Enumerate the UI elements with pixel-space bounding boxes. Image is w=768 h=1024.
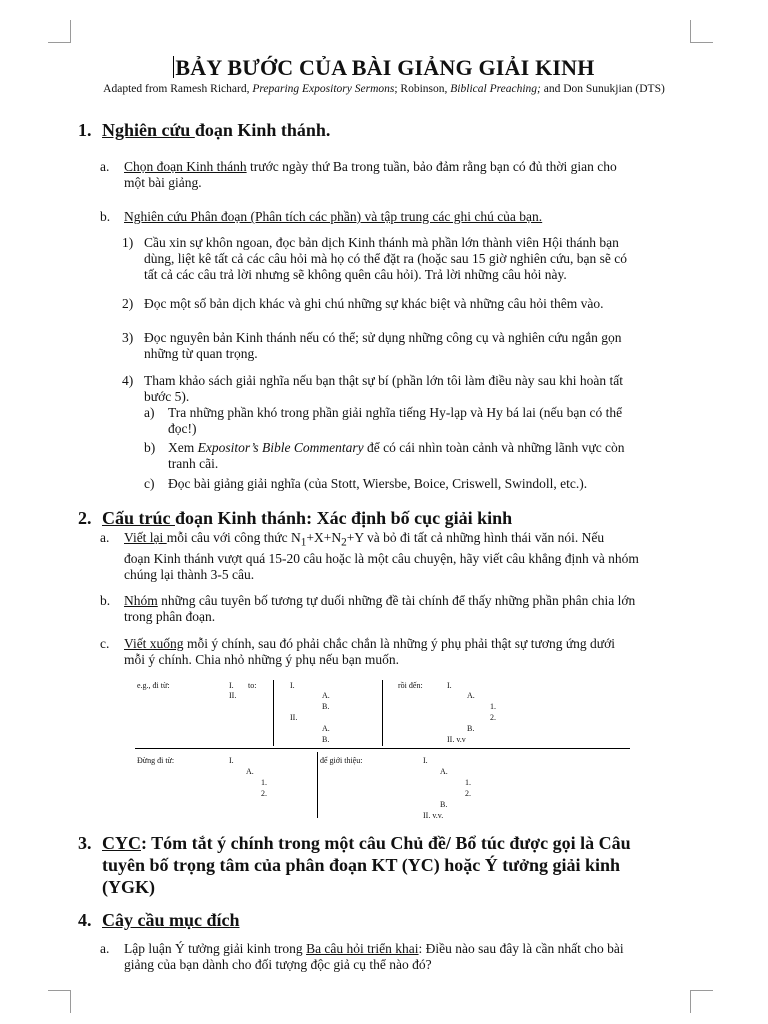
section-3-heading: 3. CYC: Tóm tắt ý chính trong một câu Chủ đề/ Bổ túc được gọi là Câu tuyên bố trọng tâm của phân đoạn KT (YC) hoặc Ý tưởng giải kinh (YGK) [78, 833, 631, 897]
section-2c: c. Viết xuống mỗi ý chính, sau đó phải chắc chắn là những ý phụ phải thật sự tương ứng dưới mỗi ý chính. Chia nhỏ những ý phụ nếu bạn muốn. [100, 636, 615, 667]
section-2-heading: 2. Cấu trúc đoạn Kinh thánh: Xác định bố cục giải kinh [78, 508, 513, 528]
section-2b: b. Nhóm những câu tuyên bố tương tự duối những đề tài chính để thấy những phần phân chia lớn trong phân đoạn. [100, 593, 636, 624]
crop-mark-bottom-left [48, 990, 71, 1013]
diagram-letter: A. [322, 691, 330, 700]
diagram-divider [317, 752, 318, 818]
section-4a: a. Lập luận Ý tưởng giải kinh trong Ba câu hỏi triển khai: Điều nào sau đây là cần nhất cho bài giảng của bạn dành cho đối tượng độc giả cụ thể nào đó? [100, 941, 624, 972]
diagram-to-label: to: [248, 681, 257, 690]
crop-mark-top-left [48, 20, 71, 43]
step-1-item-4b: b) Xem Expositor’s Bible Commentary để có cái nhìn toàn cảnh và những lãnh vực còn tranh cãi. [144, 440, 625, 471]
diagram-numeral: I. [447, 681, 452, 690]
diagram-numeral: I. [290, 681, 295, 690]
diagram-number: 1. [490, 702, 496, 711]
diagram-number: 2. [490, 713, 496, 722]
diagram-divider [382, 680, 383, 746]
section-1b: b. Nghiên cứu Phân đoạn (Phân tích các phần) và tập trung các ghi chú của bạn. [100, 209, 543, 224]
diagram-letter: B. [467, 724, 475, 733]
section-1-heading: 1. Nghiên cứu đoạn Kinh thánh. [78, 120, 331, 140]
step-1-item-1: 1) Cầu xin sự khôn ngoan, đọc bản dịch Kinh thánh mà phần lớn thành viên Hội thánh bạn dùng, liệt kê tất cả các câu hỏi mà họ có thể đặt ra (hoặc sau 15 giờ nghiên cứu, bạn sẽ có tất cả các câu trả lời nhưng sẽ không quên câu hỏi). Trả lời những câu hỏi này. [122, 235, 628, 282]
diagram-number: 1. [465, 778, 471, 787]
section-4-heading: 4. Cây cầu mục đích [78, 910, 240, 930]
diagram-numeral: II. [290, 713, 298, 722]
diagram-numeral: I. [229, 681, 234, 690]
diagram-dung-di-tu-label: Đừng đi từ: [137, 756, 175, 765]
step-1-item-4c: c) Đọc bài giảng giải nghĩa (của Stott, Wiersbe, Boice, Criswell, Swindoll, etc.). [144, 476, 588, 491]
diagram-eg-label: e.g., đi từ: [137, 681, 170, 690]
section-1a: a. Chọn đoạn Kinh thánh trước ngày thứ Ba trong tuần, bảo đảm rằng bạn có đủ thời gian cho một bài giảng. [100, 159, 617, 190]
diagram-number: 2. [261, 789, 267, 798]
diagram-numeral: I. [423, 756, 428, 765]
diagram-etc: II. v.v [447, 735, 466, 744]
diagram-number: 1. [261, 778, 267, 787]
diagram-letter: A. [440, 767, 448, 776]
diagram-letter: A. [246, 767, 254, 776]
diagram-separator [135, 748, 630, 749]
diagram-etc: II. v.v. [423, 811, 444, 820]
diagram-letter: A. [467, 691, 475, 700]
crop-mark-bottom-right [690, 990, 713, 1013]
page-title: BẢY BƯỚC CỦA BÀI GIẢNG GIẢI KINH [175, 55, 595, 80]
step-1-item-2: 2) Đọc một số bản dịch khác và ghi chú những sự khác biệt và những câu hỏi thêm vào. [122, 296, 604, 311]
page-subtitle: Adapted from Ramesh Richard, Preparing Expository Sermons; Robinson, Biblical Preaching; and Don Sunukjian (DTS) [103, 83, 665, 95]
diagram-roi-den-label: rồi đến: [398, 681, 423, 690]
diagram-letter: B. [440, 800, 448, 809]
diagram-divider [273, 680, 274, 746]
step-1-item-4: 4) Tham khảo sách giải nghĩa nếu bạn thật sự bí (phần lớn tôi làm điều này sau khi hoàn tất bước 5). [122, 373, 623, 404]
crop-mark-top-right [690, 20, 713, 43]
diagram-number: 2. [465, 789, 471, 798]
diagram-letter: B. [322, 735, 330, 744]
step-1-item-4a: a) Tra những phần khó trong phần giải nghĩa tiếng Hy-lạp và Hy bá lai (nếu bạn có thể đọc!) [144, 405, 623, 436]
diagram-de-gioi-thieu-label: để giới thiệu: [320, 756, 363, 765]
section-2a: a. Viết lại mỗi câu với công thức $N_1+X+N_2+Y$ và bỏ đi tất cả những hình thái văn nói. Nếu đoạn Kinh thánh vượt quá 15-20 câu hoặc là một câu chuyện, hãy viết câu khẳng định và nhóm chúng lại thành 3-5 câu. [100, 530, 639, 582]
diagram-numeral: II. [229, 691, 237, 700]
diagram-letter: B. [322, 702, 330, 711]
step-1-item-3: 3) Đọc nguyên bản Kinh thánh nếu có thể; sử dụng những công cụ và nghiên cứu ngắn gọn những từ quan trọng. [122, 330, 622, 361]
diagram-numeral: I. [229, 756, 234, 765]
diagram-letter: A. [322, 724, 330, 733]
